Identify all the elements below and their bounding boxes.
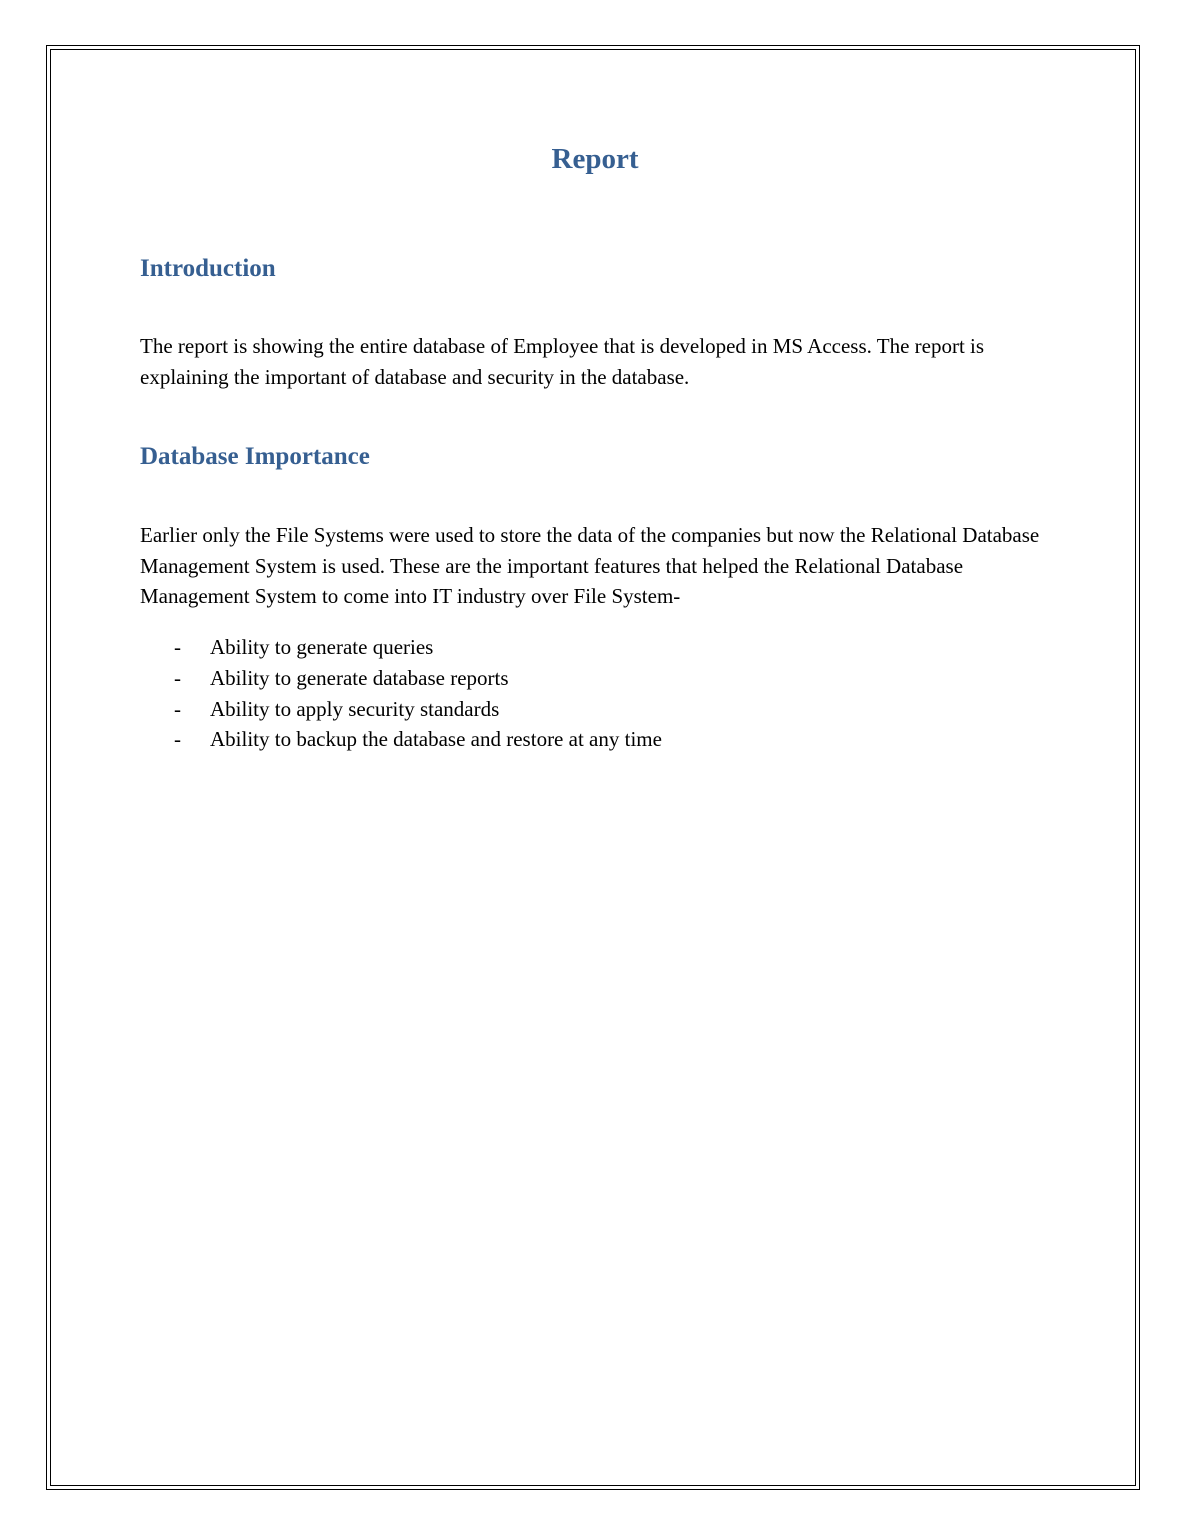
bullet-dash: - (174, 727, 181, 752)
list-item (140, 694, 662, 725)
bullet-dash: - (174, 696, 181, 721)
database-importance-heading: Database Importance (140, 443, 370, 470)
list-item-text: Ability to backup the database and restore at any time (210, 727, 662, 752)
list-item (140, 724, 662, 755)
bullet-dash: - (174, 635, 181, 659)
bullet-dash: - (174, 665, 181, 690)
introduction-heading: Introduction (140, 255, 276, 282)
list-item-text: Ability to generate database reports (210, 665, 509, 690)
list-item-text: Ability to apply security standards (210, 696, 500, 721)
list-item (140, 663, 662, 694)
feature-list (140, 632, 662, 755)
list-item-text: Ability to generate queries (210, 635, 434, 659)
report-title: Report (551, 143, 639, 175)
database-importance-paragraph: Earlier only the File Systems were used to store the data of the companies but now the Relational Database Management System is used. These are the important features that helped the Relational Database Management System to come into IT industry over File System- (140, 523, 1040, 608)
introduction-paragraph: The report is showing the entire database of Employee that is developed in MS Access. The report is explaining the important of database and security in the database. (140, 334, 985, 389)
list-item (140, 632, 662, 663)
